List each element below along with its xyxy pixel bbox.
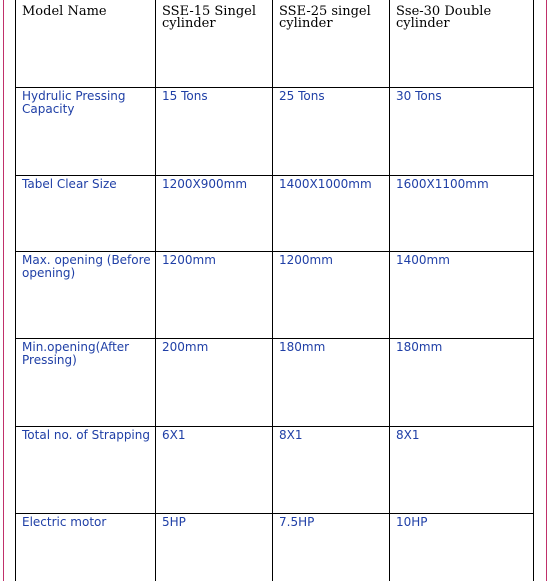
table-row: [16, 339, 534, 427]
table-cell: 1200mm: [273, 252, 390, 339]
table-row: [16, 88, 534, 176]
header-sse-25: SSE-25 singel cylinder: [273, 1, 390, 88]
table-cell: 25 Tons: [273, 88, 390, 176]
row-label: Electric motor: [16, 514, 156, 581]
table-cell: 10HP: [390, 514, 534, 581]
table-row: [16, 252, 534, 339]
row-label: Max. opening (Before opening): [16, 252, 156, 339]
left-margin-rule: [3, 0, 4, 581]
table-row: [16, 427, 534, 514]
row-label: Hydrulic Pressing Capacity: [16, 88, 156, 176]
table-cell: 8X1: [390, 427, 534, 514]
table-cell: 30 Tons: [390, 88, 534, 176]
table-cell: 1400mm: [390, 252, 534, 339]
table-cell: 1200X900mm: [156, 176, 273, 252]
header-sse-15: SSE-15 Singel cylinder: [156, 1, 273, 88]
spec-table: [15, 0, 534, 581]
row-label: Total no. of Strapping: [16, 427, 156, 514]
row-label: Min.opening(After Pressing): [16, 339, 156, 427]
header-sse-30: Sse-30 Double cylinder: [390, 1, 534, 88]
header-model-name: Model Name: [16, 1, 156, 88]
table-cell: 6X1: [156, 427, 273, 514]
table-cell: 1200mm: [156, 252, 273, 339]
table-cell: 180mm: [273, 339, 390, 427]
table-cell: 180mm: [390, 339, 534, 427]
table-cell: 1600X1100mm: [390, 176, 534, 252]
table-cell: 5HP: [156, 514, 273, 581]
table-header-row: [16, 1, 534, 88]
table-cell: 7.5HP: [273, 514, 390, 581]
table-row: [16, 514, 534, 581]
table-cell: 15 Tons: [156, 88, 273, 176]
table-cell: 1400X1000mm: [273, 176, 390, 252]
row-label: Tabel Clear Size: [16, 176, 156, 252]
table-cell: 200mm: [156, 339, 273, 427]
table-row: [16, 176, 534, 252]
right-margin-rule: [546, 0, 547, 581]
table-cell: 8X1: [273, 427, 390, 514]
